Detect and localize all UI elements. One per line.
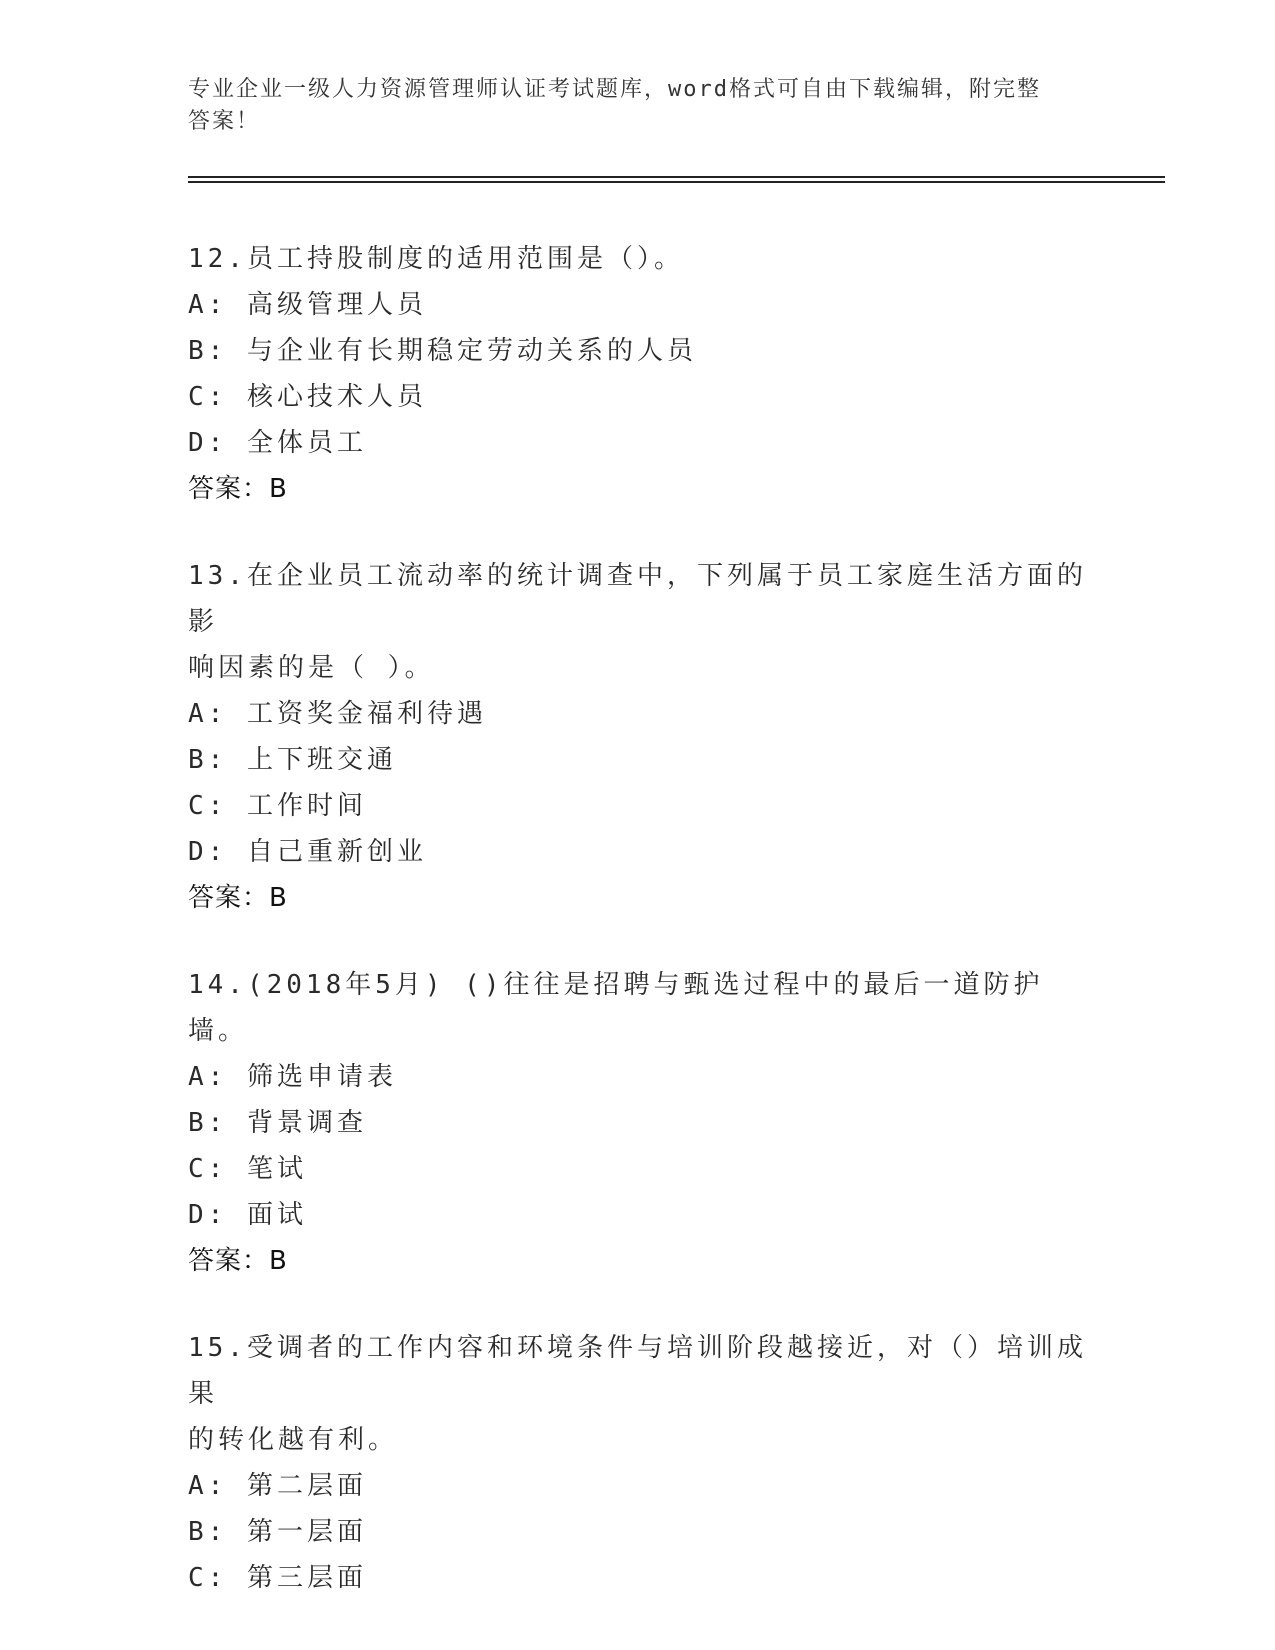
question-15 xyxy=(188,1325,1088,1601)
option-a: A: 工资奖金福利待遇 xyxy=(188,699,487,729)
question-stem: 13.在企业员工流动率的统计调查中，下列属于员工家庭生活方面的影 xyxy=(188,561,1087,637)
option-d: D: 自己重新创业 xyxy=(188,837,427,867)
option-c: C: 笔试 xyxy=(188,1154,307,1184)
option-d: D: 面试 xyxy=(188,1200,307,1230)
question-list xyxy=(188,236,1088,1642)
option-a: A: 高级管理人员 xyxy=(188,290,427,320)
option-c: C: 核心技术人员 xyxy=(188,382,427,412)
question-stem-continued: 响因素的是（ ）。 xyxy=(188,653,435,683)
question-stem: 15.受调者的工作内容和环境条件与培训阶段越接近，对（）培训成果 xyxy=(188,1333,1087,1409)
option-a: A: 筛选申请表 xyxy=(188,1062,397,1092)
question-stem: 14.(2018年5月) ()往往是招聘与甄选过程中的最后一道防护墙。 xyxy=(188,970,1044,1046)
question-13 xyxy=(188,553,1088,921)
answer-line: 答案：B xyxy=(188,883,288,913)
header-line-2: 答案！ xyxy=(188,109,261,134)
option-b: B: 第一层面 xyxy=(188,1517,367,1547)
question-stem: 12.员工持股制度的适用范围是（）。 xyxy=(188,244,684,274)
option-b: B: 背景调查 xyxy=(188,1108,367,1138)
header-divider-bottom xyxy=(188,181,1165,183)
option-b: B: 与企业有长期稳定劳动关系的人员 xyxy=(188,336,697,366)
option-c: C: 第三层面 xyxy=(188,1563,367,1593)
question-12 xyxy=(188,236,1088,512)
question-14 xyxy=(188,962,1088,1284)
question-stem-continued: 的转化越有利。 xyxy=(188,1425,399,1455)
option-c: C: 工作时间 xyxy=(188,791,367,821)
header-line-1: 专业企业一级人力资源管理师认证考试题库，word格式可自由下载编辑，附完整 xyxy=(188,77,1041,102)
answer-line: 答案：B xyxy=(188,474,288,504)
option-d: D: 全体员工 xyxy=(188,428,367,458)
option-b: B: 上下班交通 xyxy=(188,745,397,775)
answer-line: 答案：B xyxy=(188,1246,288,1276)
option-a: A: 第二层面 xyxy=(188,1471,367,1501)
document-header xyxy=(188,74,1088,138)
header-divider-top xyxy=(188,176,1165,178)
